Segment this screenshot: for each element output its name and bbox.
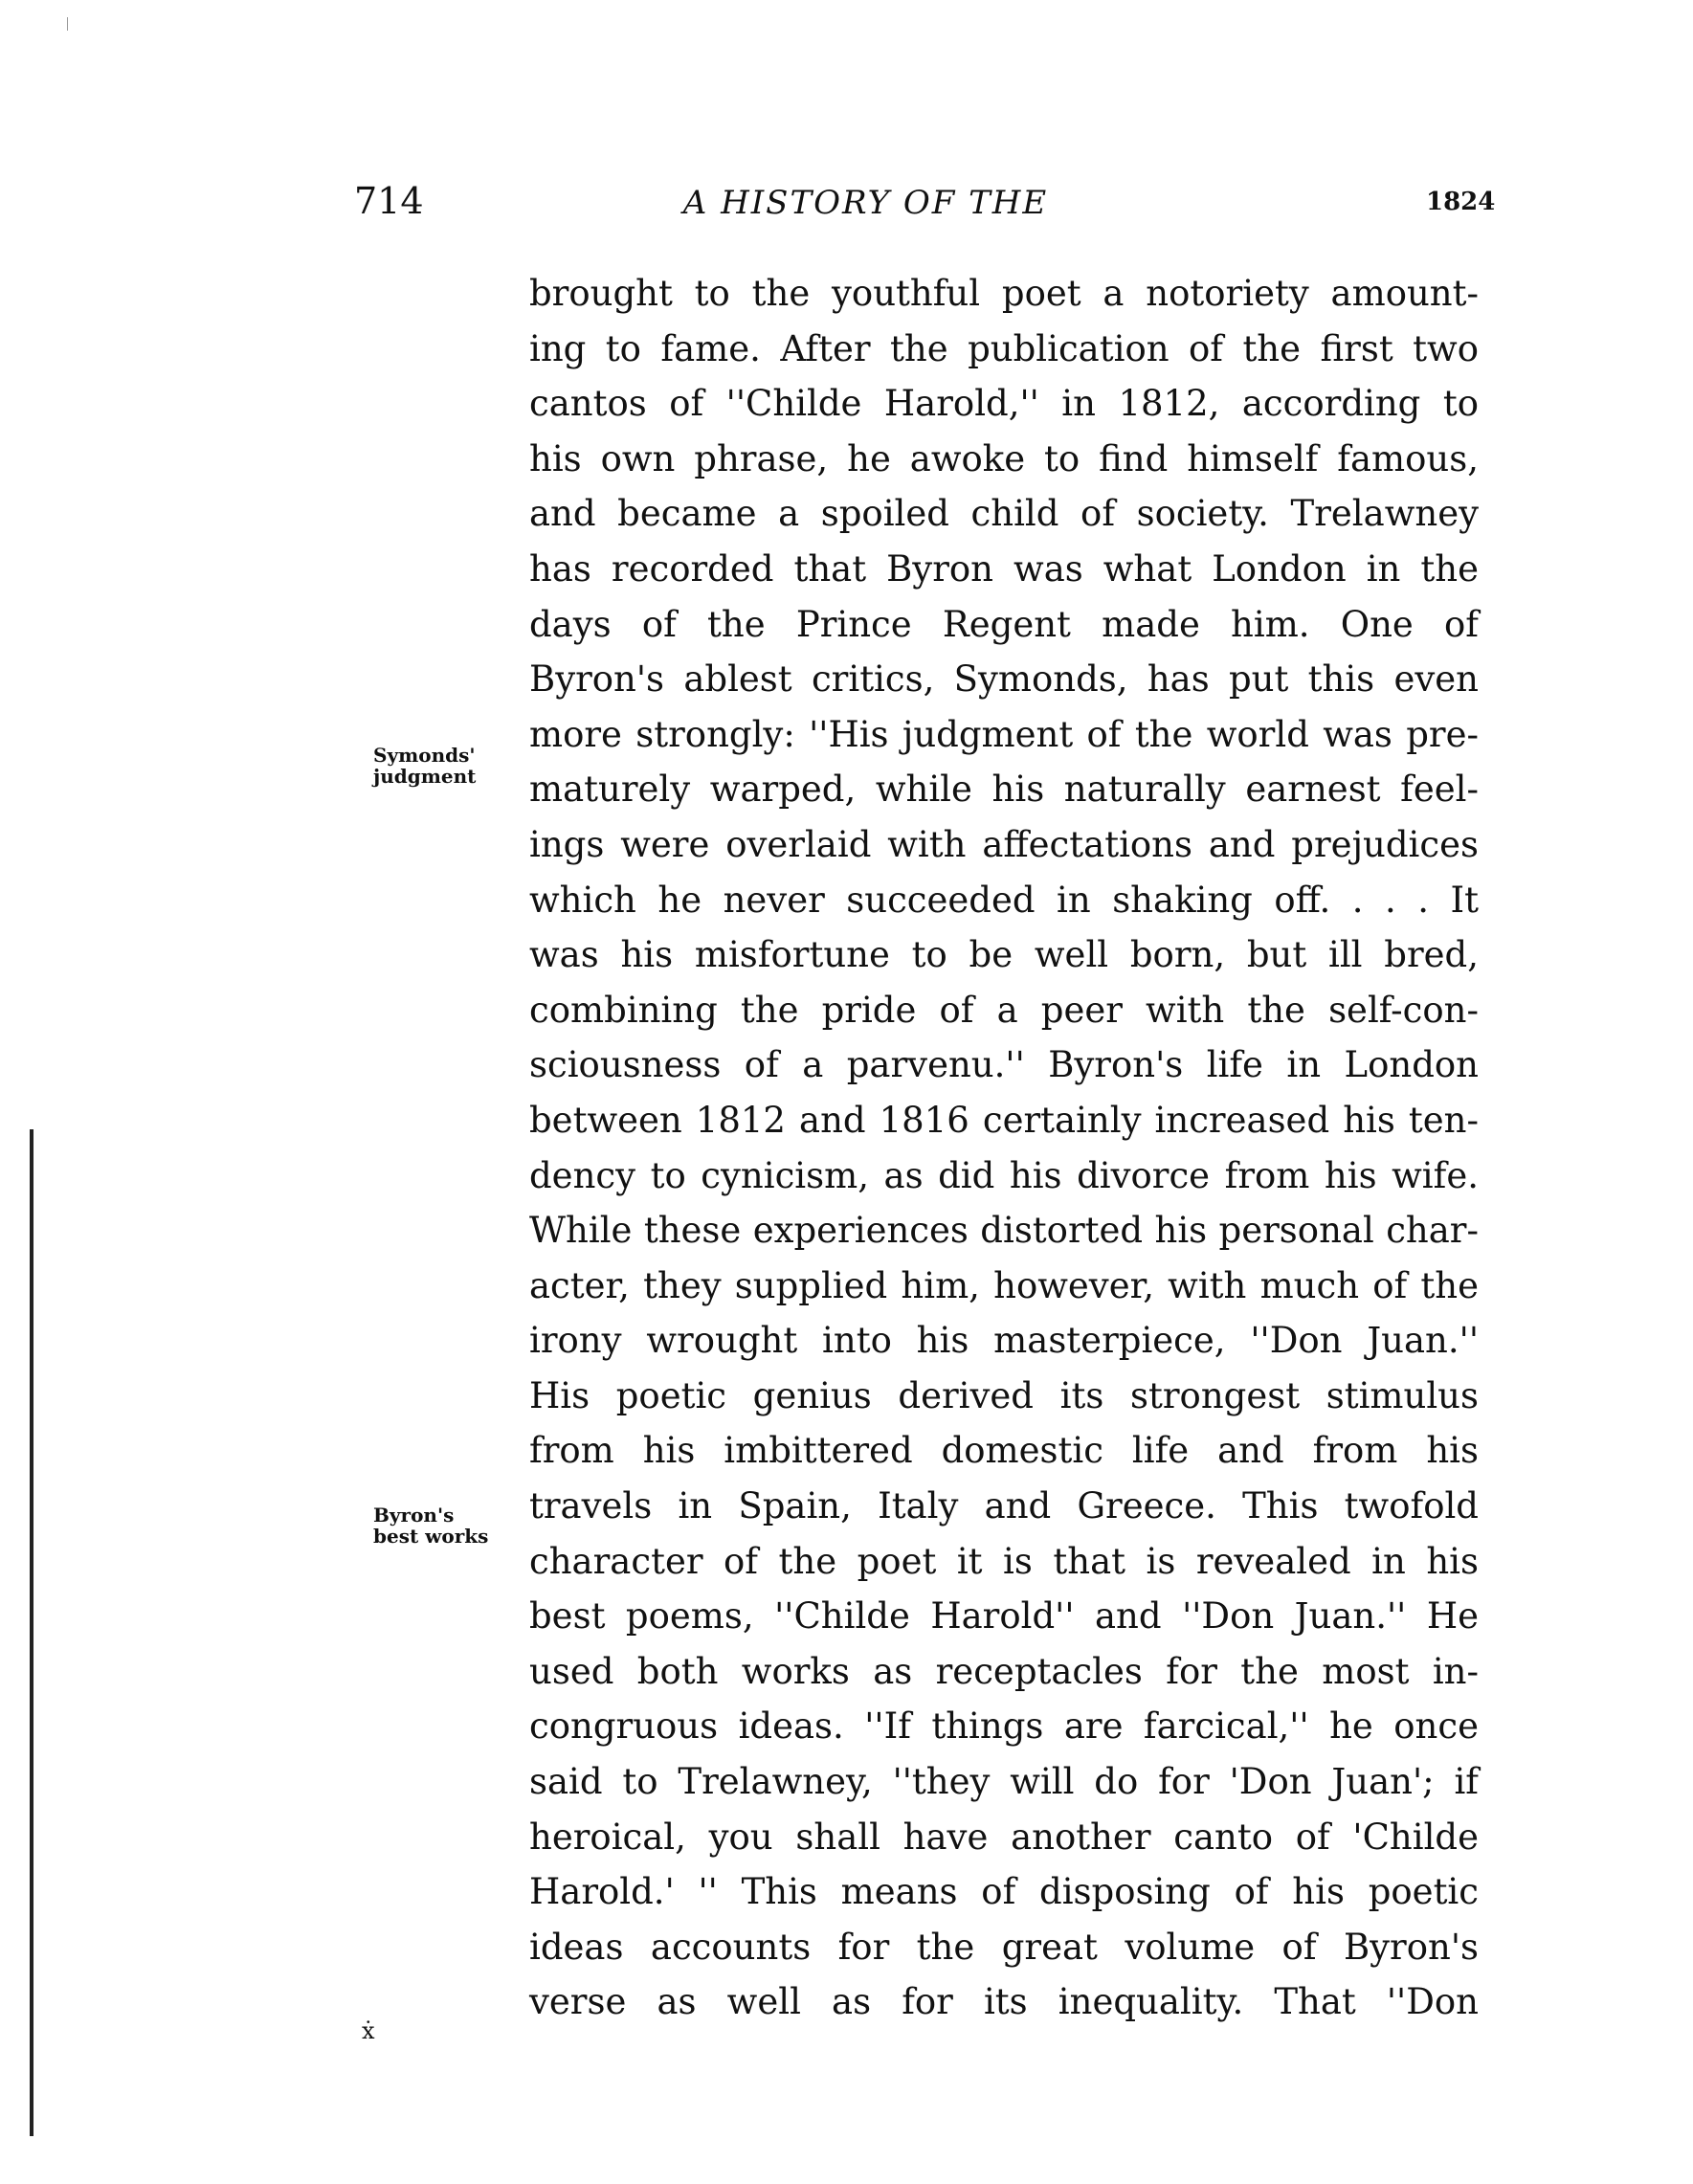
text-line: which he never succeeded in shaking off. . . . It xyxy=(529,879,1479,921)
text-line: verse as well as for its inequality. That ''Don xyxy=(529,1981,1479,2023)
margin-note-symonds xyxy=(373,745,476,787)
margin-note-line: judgment xyxy=(373,765,477,788)
text-line: brought to the youthful poet a notoriety amount- xyxy=(529,273,1479,314)
text-line: best poems, ''Childe Harold'' and ''Don Juan.'' He xyxy=(529,1595,1479,1638)
text-line: travels in Spain, Italy and Greece. This twofold xyxy=(529,1485,1479,1527)
text-line: ings were overlaid with affectations and prejudices xyxy=(529,823,1479,865)
text-line: was his misfortune to be well born, but ill bred, xyxy=(529,934,1479,976)
text-line: irony wrought into his masterpiece, ''Don Juan.'' xyxy=(529,1320,1479,1362)
body-text xyxy=(529,266,1479,2030)
text-line: sciousness of a parvenu.'' Byron's life in London xyxy=(529,1044,1479,1086)
text-line: between 1812 and 1816 certainly increased his ten- xyxy=(529,1099,1479,1141)
text-line: Harold.' '' This means of disposing of his poetic xyxy=(529,1871,1479,1913)
page-number: 714 xyxy=(354,180,424,222)
text-line: said to Trelawney, ''they will do for 'Don Juan'; if xyxy=(529,1761,1479,1803)
scan-mark xyxy=(67,17,68,31)
text-line: congruous ideas. ''If things are farcical,'' he once xyxy=(529,1705,1479,1748)
running-year: 1824 xyxy=(1426,188,1496,216)
text-line: from his imbittered domestic life and from his xyxy=(529,1430,1479,1472)
text-line: maturely warped, while his naturally earnest feel- xyxy=(529,769,1479,811)
text-line: cantos of ''Childe Harold,'' in 1812, according to xyxy=(529,383,1479,425)
margin-note-line: best works xyxy=(373,1525,489,1548)
text-line: character of the poet it is that is revealed in his xyxy=(529,1540,1479,1582)
margin-note-byrons-works xyxy=(373,1504,488,1547)
text-line: acter, they supplied him, however, with much of the xyxy=(529,1264,1479,1306)
text-line: and became a spoiled child of society. Trelawney xyxy=(529,493,1479,535)
text-line: Byron's ablest critics, Symonds, has put this even xyxy=(529,658,1479,701)
text-line: his own phrase, he awoke to find himself famous, xyxy=(529,437,1479,479)
margin-note-line: Symonds' xyxy=(373,744,476,767)
footer-mark: ẋ xyxy=(362,2017,375,2044)
text-line: dency to cynicism, as did his divorce from his wife. xyxy=(529,1154,1479,1196)
text-line: used both works as receptacles for the most in- xyxy=(529,1650,1479,1692)
margin-note-line: Byron's xyxy=(373,1504,455,1527)
text-line: heroical, you shall have another canto of 'Childe xyxy=(529,1816,1479,1858)
text-line: While these experiences distorted his personal char- xyxy=(529,1210,1479,1252)
running-title: A HISTORY OF THE xyxy=(682,184,1049,222)
text-line: ideas accounts for the great volume of Byron's xyxy=(529,1926,1479,1968)
text-line: days of the Prince Regent made him. One of xyxy=(529,603,1479,645)
text-line: has recorded that Byron was what London in the xyxy=(529,547,1479,590)
text-line: combining the pride of a peer with the self-con- xyxy=(529,989,1479,1031)
binding-edge-line xyxy=(30,1129,33,2136)
text-line: His poetic genius derived its strongest stimulus xyxy=(529,1374,1479,1416)
text-line: more strongly: ''His judgment of the world was pre- xyxy=(529,713,1479,755)
text-line: ing to fame. After the publication of the first two xyxy=(529,327,1479,369)
